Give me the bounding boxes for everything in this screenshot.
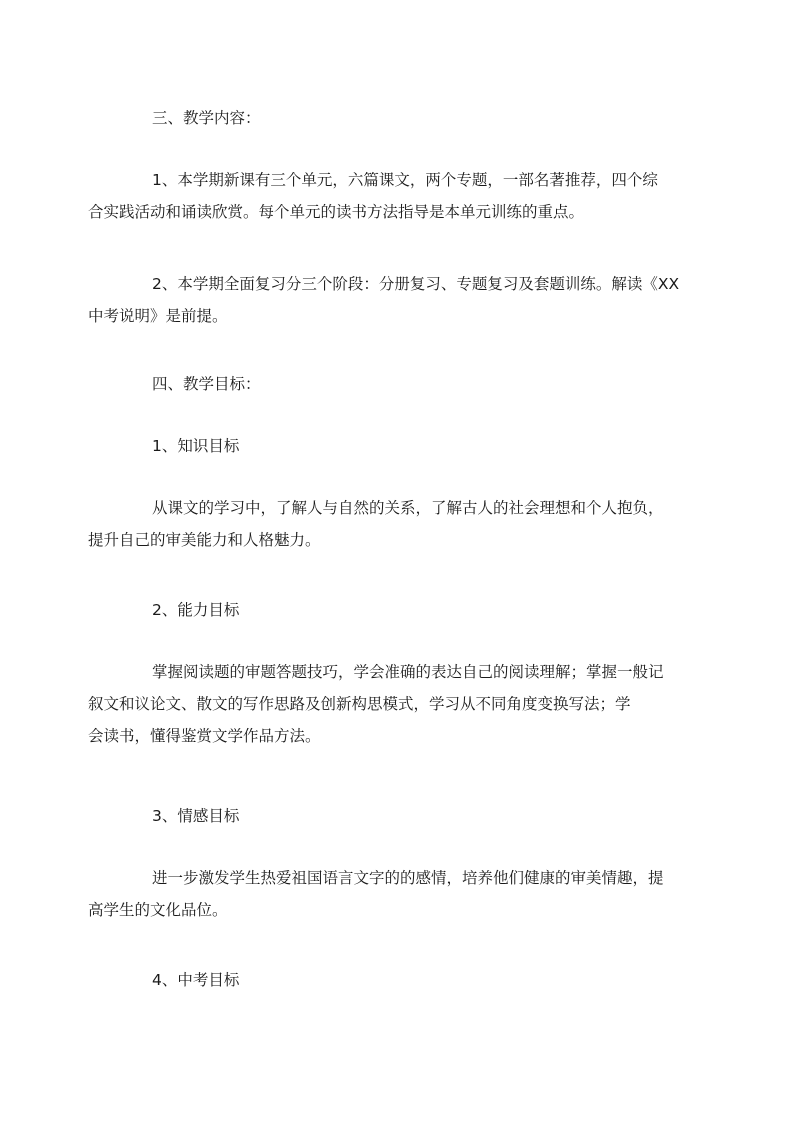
section-heading-teaching-content [120, 102, 680, 134]
text-line: 合实践活动和诵读欣赏。每个单元的读书方法指导是本单元训练的重点。 [88, 203, 585, 221]
goal-emotion-body [88, 862, 680, 926]
goal-ability-body [88, 656, 680, 752]
text-line: 掌握阅读题的审题答题技巧，学会准确的表达自己的阅读理解；掌握一般记 [152, 663, 664, 681]
text-line: 会读书，懂得鉴赏文学作品方法。 [88, 727, 321, 745]
text-line: 1、知识目标 [152, 437, 240, 455]
goal-knowledge-title [120, 430, 680, 462]
section-heading-teaching-goals [120, 368, 680, 400]
paragraph-review-plan [88, 268, 680, 332]
text-line: 从课文的学习中，了解人与自然的关系，了解古人的社会理想和个人抱负， [152, 499, 664, 517]
text-line: 2、能力目标 [152, 601, 240, 619]
text-line: 3、情感目标 [152, 807, 240, 825]
goal-exam-title [120, 964, 680, 996]
text-line: 四、教学目标： [152, 375, 261, 393]
text-line: 提升自己的审美能力和人格魅力。 [88, 531, 321, 549]
text-line: 4、中考目标 [152, 971, 240, 989]
text-line: 中考说明》是前提。 [88, 307, 228, 325]
text-line: 三、教学内容： [152, 109, 261, 127]
goal-ability-title [120, 594, 680, 626]
text-line: 高学生的文化品位。 [88, 901, 228, 919]
text-line: 1、本学期新课有三个单元，六篇课文，两个专题，一部名著推荐，四个综 [152, 171, 658, 189]
text-line: 进一步激发学生热爱祖国语言文字的的感情，培养他们健康的审美情趣，提 [152, 869, 664, 887]
paragraph-new-lessons [88, 164, 680, 228]
goal-knowledge-body [88, 492, 680, 556]
goal-emotion-title [120, 800, 680, 832]
text-line: 叙文和议论文、散文的写作思路及创新构思模式，学习从不同角度变换写法；学 [88, 695, 631, 713]
text-line: 2、本学期全面复习分三个阶段：分册复习、专题复习及套题训练。解读《XX [152, 275, 680, 293]
